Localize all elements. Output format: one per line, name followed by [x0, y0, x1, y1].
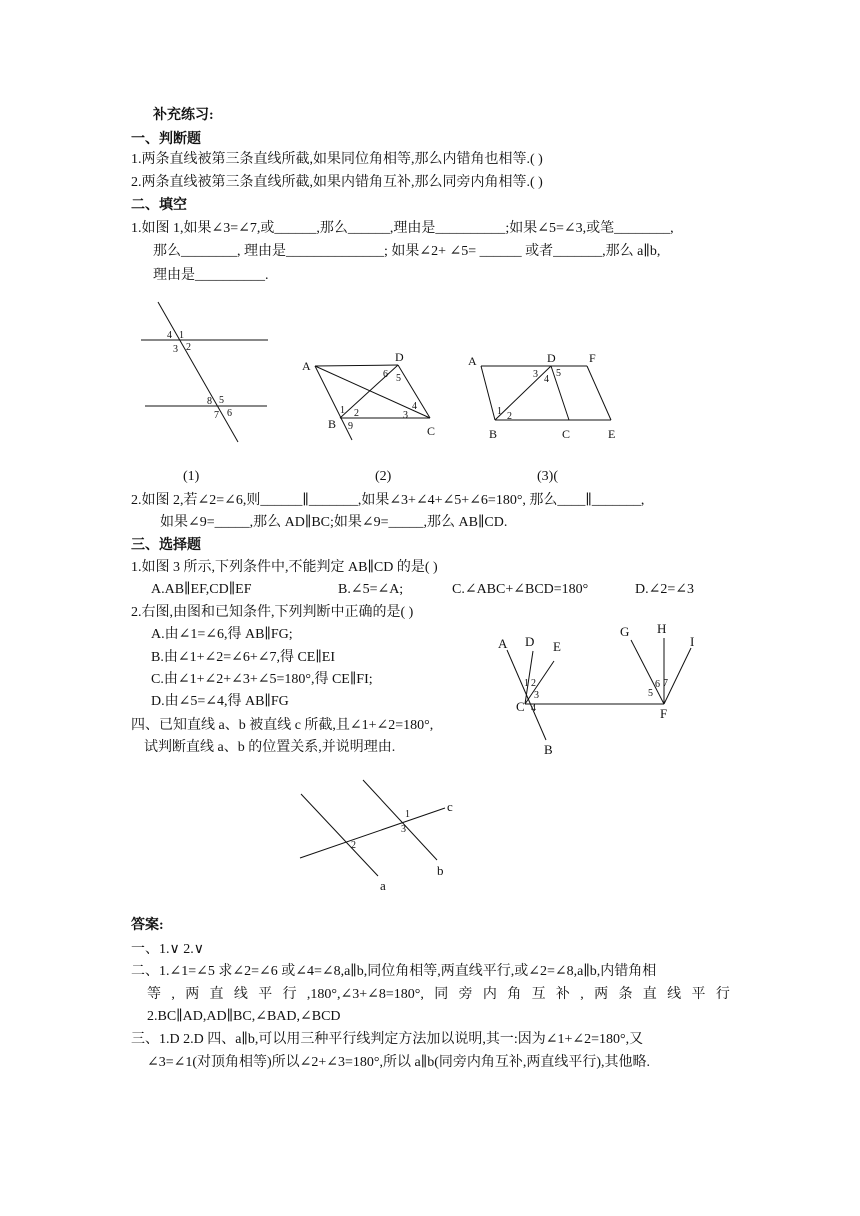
answer-token: 两	[594, 987, 609, 1002]
fig3-angle-label: 5	[556, 368, 561, 379]
fig3-vertex-label: C	[562, 427, 571, 441]
fig3-vertex-label: B	[489, 427, 498, 441]
fig3-angle-label: 1	[497, 406, 502, 417]
fig3-angle-label: 2	[507, 411, 512, 422]
fig1-transversal	[158, 302, 238, 442]
answer-section-2-line2	[147, 985, 730, 1005]
fig1-angle-label: 1	[179, 330, 184, 341]
answer-token: 平	[691, 987, 706, 1002]
s1-question-1: 1.两条直线被第三条直线所截,如果同位角相等,那么内错角也相等.( )	[131, 152, 543, 167]
answer-section-3-line1: 三、1.D 2.D 四、a∥b,可以用三种平行线判定方法加以说明,其一:因为∠1+∠2=180°,又	[131, 1032, 644, 1047]
answer-token: 直	[642, 987, 657, 1002]
page-title: 补充练习:	[153, 108, 214, 123]
fig1-angle-label: 5	[219, 395, 224, 406]
fig2-vertex-label: C	[427, 424, 436, 438]
fig4-angle-label: 4	[531, 703, 536, 714]
s2-question-1-line2: 那么________, 理由是______________; 如果∠2+ ∠5= ______ 或者_______,那么 a∥b,	[153, 244, 661, 259]
fig1-angle-label: 8	[207, 396, 212, 407]
figure-1-caption: (1)	[183, 469, 200, 484]
answer-token: 两	[185, 987, 200, 1002]
fig1-angle-label: 2	[186, 342, 191, 353]
fig4-angle-label: 3	[534, 690, 539, 701]
s3-question-2: 2.右图,由图和已知条件,下列判断中正确的是( )	[131, 605, 414, 620]
section3-heading: 三、选择题	[131, 538, 201, 553]
fig1-angle-label: 3	[173, 344, 178, 355]
answer-section-1: 一、1.∨ 2.∨	[131, 942, 204, 957]
s1-question-2: 2.两条直线被第三条直线所截,如果内错角互补,那么同旁内角相等.( )	[131, 175, 543, 190]
s2-question-2-line1: 2.如图 2,若∠2=∠6,则______∥_______,如果∠3+∠4+∠5+∠6=180°, 那么____∥_______,	[131, 493, 645, 508]
answer-token: 平	[258, 987, 273, 1002]
answer-token: 补	[555, 987, 570, 1002]
figure-2	[300, 350, 450, 440]
answer-token: ,180°,∠3+∠8=180°,	[306, 987, 424, 1002]
figure-3-caption: (3)(	[537, 469, 558, 484]
s3-q1-option-a: A.AB∥EF,CD∥EF	[151, 582, 252, 597]
section2-heading: 二、填空	[131, 198, 187, 213]
s2-question-1-line3: 理由是__________.	[153, 268, 269, 283]
fig2-angle-label: 5	[396, 373, 401, 384]
fig5-angle-label: 3	[401, 824, 406, 835]
fig2-angle-label: 4	[412, 401, 417, 412]
fig5-line-label: a	[380, 878, 386, 893]
fig3-vertex-label: A	[468, 354, 477, 368]
fig3-vertex-label: F	[589, 351, 596, 365]
answer-token: 角	[507, 987, 522, 1002]
fig3-vertex-label: E	[608, 427, 616, 441]
s3-q2-option-a: A.由∠1=∠6,得 AB∥FG;	[151, 627, 293, 642]
fig2-angle-label: 1	[340, 405, 345, 416]
fig4-vertex-label: F	[660, 706, 668, 721]
fig4-vertex-label: G	[620, 624, 630, 639]
answer-token: 条	[618, 987, 633, 1002]
s3-q1-option-d: D.∠2=∠3	[635, 582, 694, 597]
s2-question-2-line2: 如果∠9=_____,那么 AD∥BC;如果∠9=_____,那么 AB∥CD.	[160, 515, 508, 530]
answer-token: 等	[147, 987, 161, 1002]
fig1-angle-label: 7	[214, 410, 219, 421]
answer-token: 线	[667, 987, 682, 1002]
fig4-angle-label: 5	[648, 688, 653, 699]
answer-token: ,	[580, 987, 584, 1002]
answer-token: 同	[434, 987, 449, 1002]
s3-q2-option-b: B.由∠1+∠2=∠6+∠7,得 CE∥EI	[151, 650, 336, 665]
fig3-angle-label: 4	[544, 374, 549, 385]
fig4-angle-label: 7	[663, 678, 668, 689]
fig4-vertex-label: A	[498, 636, 508, 651]
answer-token: 行	[282, 987, 297, 1002]
fig2-angle-label: 2	[354, 408, 359, 419]
fig5-line-b	[363, 780, 437, 860]
fig4-vertex-label: I	[690, 634, 695, 649]
fig2-angle-label: 9	[348, 421, 353, 432]
fig4-vertex-label: B	[544, 742, 553, 757]
answer-section-3-line2: ∠3=∠1(对顶角相等)所以∠2+∠3=180°,所以 a∥b(同旁内角互补,两直线平行),其他略.	[147, 1055, 651, 1070]
s4-question-line2: 试判断直线 a、b 的位置关系,并说明理由.	[144, 740, 396, 755]
fig3-vertex-label: D	[547, 351, 556, 365]
fig4-vertex-label: C	[516, 699, 525, 714]
fig1-angle-label: 6	[227, 408, 232, 419]
answer-token: 内	[482, 987, 497, 1002]
figure-1	[135, 296, 275, 446]
fig5-angle-label: 2	[351, 840, 356, 851]
section1-heading: 一、判断题	[131, 132, 201, 147]
fig3-angle-label: 3	[533, 369, 538, 380]
fig5-line-label: b	[437, 863, 444, 878]
fig5-angle-label: 1	[405, 809, 410, 820]
answer-token: 行	[715, 987, 730, 1002]
fig4-vertex-label: H	[657, 621, 667, 636]
fig4-vertex-label: D	[525, 634, 535, 649]
fig1-angle-label: 4	[167, 330, 172, 341]
figure-2-caption: (2)	[375, 469, 392, 484]
fig2-angle-label: 6	[383, 369, 388, 380]
s3-q2-option-d: D.由∠5=∠4,得 AB∥FG	[151, 694, 289, 709]
answer-token: 互	[531, 987, 546, 1002]
fig2-vertex-label: B	[328, 417, 337, 431]
answer-section-2-line3: 2.BC∥AD,AD∥BC,∠BAD,∠BCD	[147, 1009, 341, 1024]
figure-5	[295, 780, 475, 893]
s4-question-line1: 四、已知直线 a、b 被直线 c 所截,且∠1+∠2=180°,	[131, 718, 434, 733]
answer-token: ,	[171, 987, 175, 1002]
fig2-vertex-label: D	[395, 350, 404, 364]
s3-q1-option-c: C.∠ABC+∠BCD=180°	[452, 582, 589, 597]
answer-token: 直	[209, 987, 224, 1002]
figure-4	[490, 620, 710, 760]
fig5-line-label: c	[447, 799, 453, 814]
fig2-vertex-label: A	[302, 359, 311, 373]
answer-section-2-line1: 二、1.∠1=∠5 求∠2=∠6 或∠4=∠8,a∥b,同位角相等,两直线平行,或∠2=∠8,a∥b,内错角相	[131, 964, 657, 979]
s3-q1-option-b: B.∠5=∠A;	[338, 582, 404, 597]
s3-question-1: 1.如图 3 所示,下列条件中,不能判定 AB∥CD 的是( )	[131, 560, 438, 575]
answers-heading: 答案:	[131, 918, 164, 933]
s2-question-1-line1: 1.如图 1,如果∠3=∠7,或______,那么______,理由是__________;如果∠5=∠3,或笔________,	[131, 221, 674, 236]
fig4-angle-label: 1	[524, 678, 529, 689]
s3-q2-option-c: C.由∠1+∠2+∠3+∠5=180°,得 CE∥FI;	[151, 672, 373, 687]
fig4-vertex-label: E	[553, 639, 561, 654]
fig2-angle-label: 3	[403, 410, 408, 421]
fig4-angle-label: 2	[531, 678, 536, 689]
answer-token: 旁	[458, 987, 473, 1002]
fig4-angle-label: 6	[655, 679, 660, 690]
figure-3	[465, 350, 635, 445]
answer-token: 线	[233, 987, 248, 1002]
